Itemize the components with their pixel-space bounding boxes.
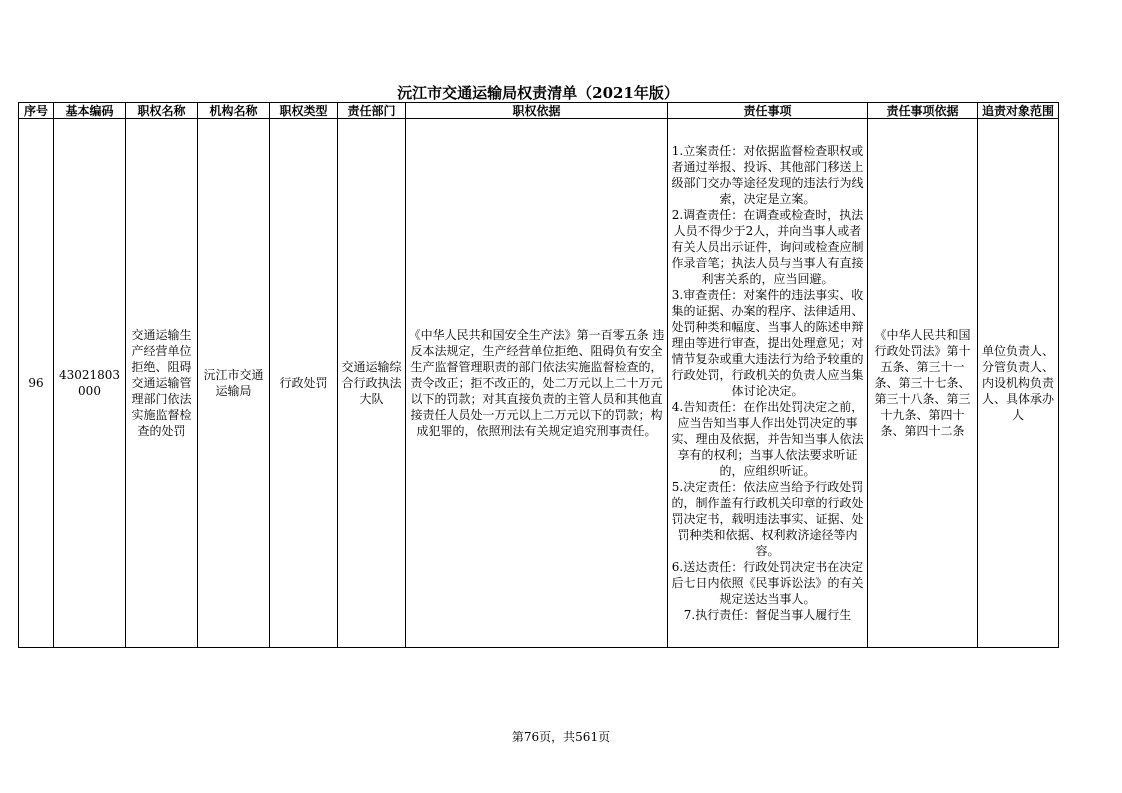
cell-org: 沅江市交通运输局 (198, 119, 270, 648)
cell-basis: 《中华人民共和国安全生产法》第一百零五条 违反本法规定，生产经营单位拒绝、阻碍负有安全生产监督管理职责的部门依法实施监督检查的，责令改正；拒不改正的，处二万元以上二十万元以下的罚款；对其直接负责的主管人员和其他直接责任人员处一万元以上二万元以下的罚款；构成犯罪的，依照刑法有关规定追究刑事责任。 (406, 119, 668, 648)
cell-items-basis: 《中华人民共和国行政处罚法》第十五条、第三十一条、第三十七条、第三十八条、第三十九条、第四十条、第四十二条 (868, 119, 978, 648)
cell-name: 交通运输生产经营单位拒绝、阻碍交通运输管理部门依法实施监督检查的处罚 (126, 119, 198, 648)
header-items: 责任事项 (668, 103, 868, 119)
cell-seq: 96 (19, 119, 54, 648)
header-name: 职权名称 (126, 103, 198, 119)
cell-type: 行政处罚 (270, 119, 338, 648)
header-org: 机构名称 (198, 103, 270, 119)
page-title: 沅江市交通运输局权责清单（2021年版） (397, 84, 679, 102)
responsibility-table (18, 102, 1059, 648)
item-2: 2.调查责任：在调查或检查时，执法人员不得少于2人，并向当事人或者有关人员出示证件，询问或检查应制作录音笔；执法人员与当事人有直接利害关系的，应当回避。 (671, 208, 864, 286)
item-1: 1.立案责任：对依据监督检查职权或者通过举报、投诉、其他部门移送上级部门交办等途径发现的违法行为线索，决定是立案。 (671, 144, 864, 206)
header-scope: 追责对象范围 (978, 103, 1059, 119)
header-code: 基本编码 (54, 103, 126, 119)
page-number: 第76页，共561页 (511, 730, 611, 744)
header-type: 职权类型 (270, 103, 338, 119)
header-items-basis: 责任事项依据 (868, 103, 978, 119)
item-3: 3.审查责任：对案件的违法事实、收集的证据、办案的程序、法律适用、处罚种类和幅度、当事人的陈述申辩理由等进行审查，提出处理意见；对情节复杂或重大违法行为给予较重的行政处罚，行政机关的负责人应当集体讨论决定。 (671, 288, 864, 398)
cell-items (668, 119, 868, 648)
cell-code: 43021803000 (54, 119, 126, 648)
header-seq: 序号 (19, 103, 54, 119)
header-row (19, 103, 1059, 119)
item-7: 7.执行责任：督促当事人履行生 (683, 608, 852, 622)
header-dept: 责任部门 (338, 103, 406, 119)
header-basis: 职权依据 (406, 103, 668, 119)
item-6: 6.送达责任：行政处罚决定书在决定后七日内依照《民事诉讼法》的有关规定送达当事人。 (671, 560, 864, 606)
table-row (19, 119, 1059, 648)
cell-dept: 交通运输综合行政执法大队 (338, 119, 406, 648)
cell-scope: 单位负责人、分管负责人、内设机构负责人、具体承办人 (978, 119, 1059, 648)
item-4: 4.告知责任：在作出处罚决定之前，应当告知当事人作出处罚决定的事实、理由及依据，并告知当事人依法享有的权利；当事人依法要求听证的，应组织听证。 (671, 400, 864, 478)
item-5: 5.决定责任：依法应当给予行政处罚的，制作盖有行政机关印章的行政处罚决定书，载明违法事实、证据、处罚种类和依据、权利救济途径等内容。 (671, 480, 864, 558)
